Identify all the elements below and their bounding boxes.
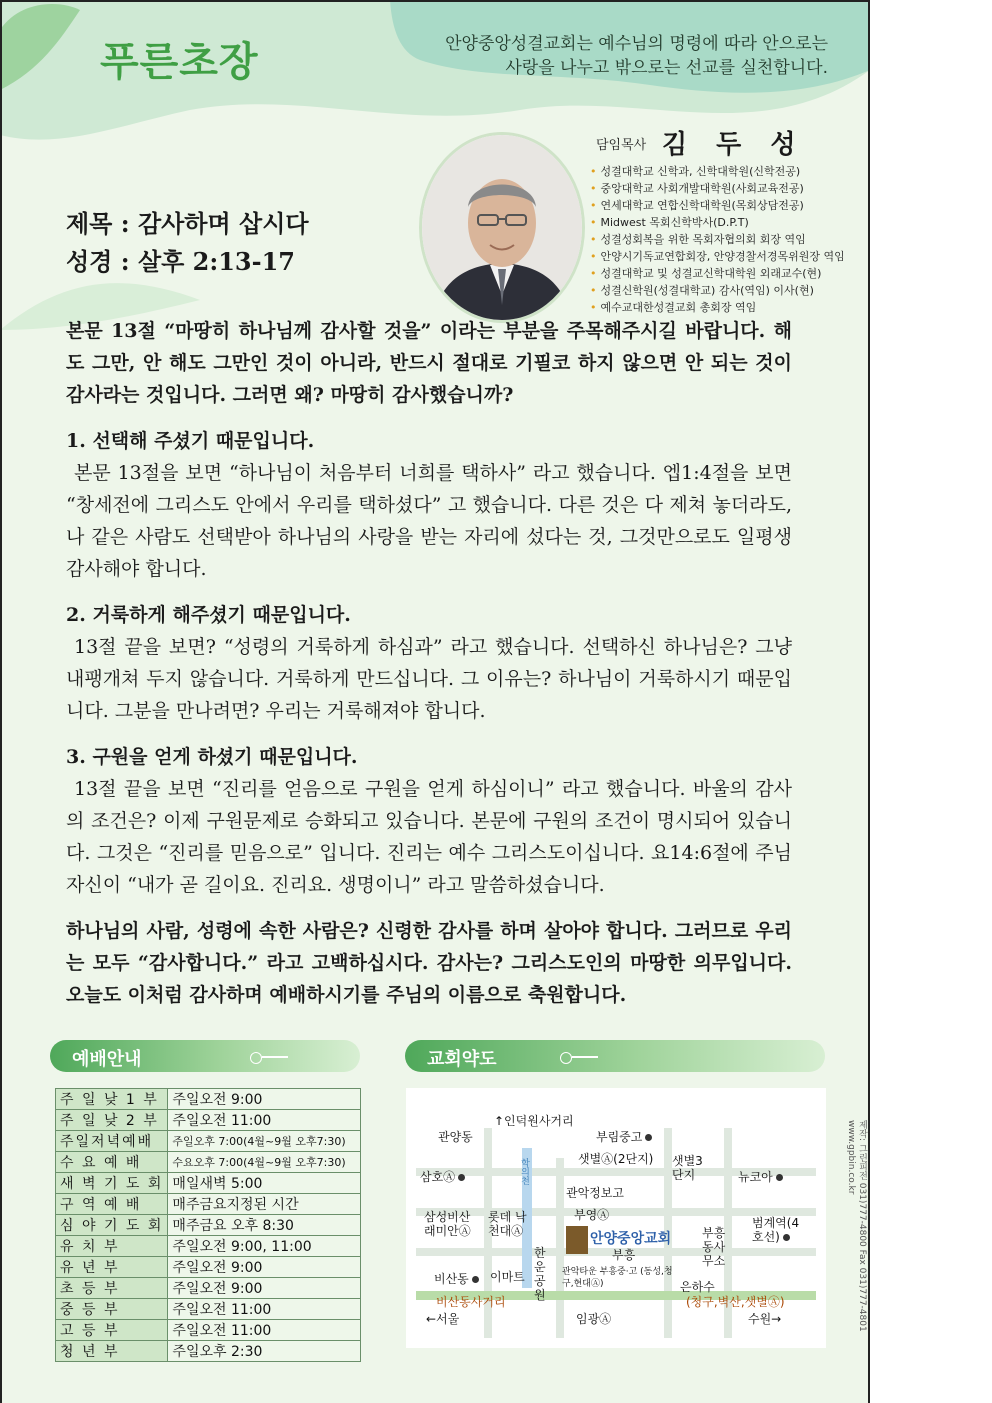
map-label: 부영Ⓐ — [574, 1208, 610, 1222]
cv-item: • 예수교대한성결교회 총회장 역임 — [590, 299, 845, 316]
map-label: 학의천 — [519, 1158, 529, 1185]
map-label: 부흥 — [612, 1248, 636, 1262]
tab-knob-icon — [560, 1052, 572, 1064]
map-label: 샛별3단지 — [672, 1154, 703, 1182]
service-time: 주일오후 2:30 — [168, 1341, 361, 1362]
page-border-right — [868, 0, 870, 1403]
service-name: 수 요 예 배 — [56, 1152, 168, 1173]
map-church-label: 안양중앙교회 — [590, 1231, 672, 1247]
motto-line-1: 안양중앙성결교회는 예수님의 명령에 따라 안으로는 — [445, 34, 828, 54]
map-label: 범계역(4호선) — [752, 1216, 808, 1244]
map-label: 관악정보고 — [566, 1186, 624, 1200]
map-label: 부림중고 — [596, 1128, 652, 1145]
map-label: 수원→ — [748, 1312, 782, 1326]
worship-guide-tab — [50, 1040, 360, 1072]
service-name: 유 치 부 — [56, 1236, 168, 1257]
worship-schedule-table — [55, 1088, 361, 1362]
cv-item: • Midwest 목회신학박사(D.P.T) — [590, 214, 845, 231]
service-time: 주일오전 11:00 — [168, 1299, 361, 1320]
service-name: 초 등 부 — [56, 1278, 168, 1299]
printer-credit: 제작: 그린피전 031)777-4800 Fax 031)777-4801 www.gpbin.co.kr — [846, 1120, 867, 1332]
sermon-closing: 하나님의 사람, 성령에 속한 사람은? 신령한 감사를 하며 살아야 합니다. 그러므로 우리는 모두 “감사합니다.” 라고 고백하십시다. 감사는? 그리스도인의 마땅한 의무입니다. 오늘도 이처럼 감사하며 예배하시기를 주님의 이름으로 축원합니다. — [66, 920, 792, 1006]
map-label: 삼성비산 래미안Ⓐ — [424, 1210, 471, 1238]
church-map-label: 교회약도 — [427, 1049, 497, 1070]
service-name: 청 년 부 — [56, 1341, 168, 1362]
table-row — [56, 1131, 361, 1152]
cv-item: • 중앙대학교 사회개발대학원(사회교육전공) — [590, 180, 845, 197]
table-row — [56, 1299, 361, 1320]
map-label: 부흥동사무소 — [702, 1226, 726, 1268]
service-name: 주 일 낮 1 부 — [56, 1089, 168, 1110]
map-label: 이마트 — [490, 1270, 525, 1284]
service-name: 중 등 부 — [56, 1299, 168, 1320]
table-row — [56, 1215, 361, 1236]
tab-knob-icon — [250, 1052, 262, 1064]
service-name: 유 년 부 — [56, 1257, 168, 1278]
table-row — [56, 1173, 361, 1194]
cv-item: • 성결성회복을 위한 목회자협의회 회장 역임 — [590, 231, 845, 248]
service-name: 주 일 낮 2 부 — [56, 1110, 168, 1131]
table-row — [56, 1194, 361, 1215]
service-time: 매주금요 오후 8:30 — [168, 1215, 361, 1236]
map-label: 관악타운 부흥중·고 (동성,청구,현대Ⓐ) — [562, 1267, 673, 1289]
pastor-name: 김 두 성 — [662, 130, 806, 160]
pastor-photo — [422, 135, 582, 320]
cv-item: • 성결대학교 및 성결교신학대학원 외래교수(현) — [590, 265, 845, 282]
section-text-3: 13절 끝을 보면 “진리를 얻음으로 구원을 얻게 하심이니” 라고 했습니다. 바울의 감사의 조건은? 이제 구원문제로 승화되고 있습니다. 본문에 구원의 조건이 명시되어 있습니다. 그것은 “진리를 믿음으로” 입니다. 진리는 예수 그리스도이십니다. 요14:6절에 주님 자신이 “내가 곧 길이요. 진리요. 생명이니” 라고 말씀하셨습니다. — [66, 778, 792, 896]
sermon-title: 제목 : 감사하며 삽시다 — [66, 209, 309, 238]
service-name: 심 야 기 도 회 — [56, 1215, 168, 1236]
section-text-2: 13절 끝을 보면? “성령의 거룩하게 하심과” 라고 했습니다. 선택하신 하나님은? 그냥 내팽개쳐 두지 않습니다. 거룩하게 만드십니다. 그 이유는? 하나님이 거룩하시기 때문입니다. 그분을 만나려면? 우리는 거룩해져야 합니다. — [66, 636, 792, 722]
service-name: 구 역 예 배 — [56, 1194, 168, 1215]
cv-item: • 안양시기독교연합회장, 안양경찰서경목위원장 역임 — [590, 248, 845, 265]
service-name: 주일저녁예배 — [56, 1131, 168, 1152]
sermon-body — [66, 315, 792, 1011]
service-time: 주일오전 9:00 — [168, 1278, 361, 1299]
bulletin-logo: 푸른초장 — [100, 39, 259, 85]
cv-item: • 성결신학원(성결대학교) 감사(역임) 이사(현) — [590, 282, 845, 299]
map-label: 비산동 — [434, 1270, 479, 1287]
worship-guide-label: 예배안내 — [72, 1049, 142, 1070]
table-row — [56, 1278, 361, 1299]
cv-item: • 연세대학교 연합신학대학원(목회상담전공) — [590, 197, 845, 214]
table-row — [56, 1341, 361, 1362]
page-border-top — [0, 0, 870, 2]
map-label: (청구,벽산,샛별Ⓐ) — [686, 1295, 785, 1309]
map-label: 삼호Ⓐ — [420, 1168, 465, 1185]
church-map-tab — [405, 1040, 825, 1072]
service-time: 주일오전 9:00, 11:00 — [168, 1236, 361, 1257]
map-label: ↑인덕원사거리 — [494, 1114, 574, 1128]
pastor-role: 담임목사 — [596, 138, 647, 153]
page-border-left — [0, 0, 2, 1403]
table-row — [56, 1110, 361, 1131]
service-time: 주일오전 9:00 — [168, 1089, 361, 1110]
map-label: 비산동사거리 — [436, 1295, 506, 1309]
church-building-icon — [566, 1226, 588, 1254]
sermon-heading — [66, 205, 309, 281]
section-heading-1: 1. 선택해 주셨기 때문입니다. — [66, 430, 315, 452]
section-heading-3: 3. 구원을 얻게 하셨기 때문입니다. — [66, 746, 358, 768]
service-time: 주일오전 9:00 — [168, 1257, 361, 1278]
map-label: 샛별Ⓐ(2단지) — [578, 1152, 654, 1166]
service-name: 새 벽 기 도 회 — [56, 1173, 168, 1194]
tab-line-icon — [262, 1056, 288, 1058]
map-label: 은하수 — [680, 1280, 715, 1294]
map-label: ←서울 — [426, 1312, 460, 1326]
section-text-1: 본문 13절을 보면 “하나님이 처음부터 너희를 택하사” 라고 했습니다. 엡1:4절을 보면 “창세전에 그리스도 안에서 우리를 택하셨다” 고 했습니다. 다른 것은 다 제쳐 놓더라도, 나 같은 사람도 선택받아 하나님의 사랑을 받는 자리에 섰다는 것, 그것만으로도 일평생 감사해야 합니다. — [66, 462, 792, 580]
map-label: 임광Ⓐ — [576, 1312, 612, 1326]
service-time: 수요오후 7:00(4월~9월 오후7:30) — [168, 1152, 361, 1173]
sermon-scripture: 성경 : 살후 2:13-17 — [66, 247, 295, 276]
service-time: 주일오전 11:00 — [168, 1320, 361, 1341]
map-label: 관양동 — [438, 1130, 473, 1144]
table-row — [56, 1257, 361, 1278]
table-row — [56, 1236, 361, 1257]
church-location-map — [406, 1088, 826, 1348]
table-row — [56, 1152, 361, 1173]
tab-line-icon — [572, 1056, 598, 1058]
church-motto — [445, 32, 828, 80]
cv-item: • 성결대학교 신학과, 신학대학원(신학전공) — [590, 163, 845, 180]
service-time: 매일새벽 5:00 — [168, 1173, 361, 1194]
service-time: 매주금요지정된 시간 — [168, 1194, 361, 1215]
pastor-cv-list — [590, 163, 845, 316]
service-time: 주일오전 11:00 — [168, 1110, 361, 1131]
table-row — [56, 1089, 361, 1110]
service-name: 고 등 부 — [56, 1320, 168, 1341]
sermon-intro: 본문 13절 “마땅히 하나님께 감사할 것을” 이라는 부분을 주목해주시길 바랍니다. 해도 그만, 안 해도 그만인 것이 아니라, 반드시 절대로 기필코 하지 않으면 안 되는 것이 감사라는 것입니다. 그러면 왜? 마땅히 감사했습니까? — [66, 320, 792, 406]
service-time: 주일오후 7:00(4월~9월 오후7:30) — [168, 1131, 361, 1152]
map-label: 뉴코아 — [738, 1168, 783, 1185]
map-label: 롯데 낙천대Ⓐ — [488, 1210, 527, 1238]
motto-line-2: 사랑을 나누고 밖으로는 선교를 실천합니다. — [505, 58, 828, 78]
map-label: 한운공원 — [534, 1246, 546, 1302]
pastor-portrait-icon — [422, 135, 582, 320]
table-row — [56, 1320, 361, 1341]
section-heading-2: 2. 거룩하게 해주셨기 때문입니다. — [66, 604, 351, 626]
